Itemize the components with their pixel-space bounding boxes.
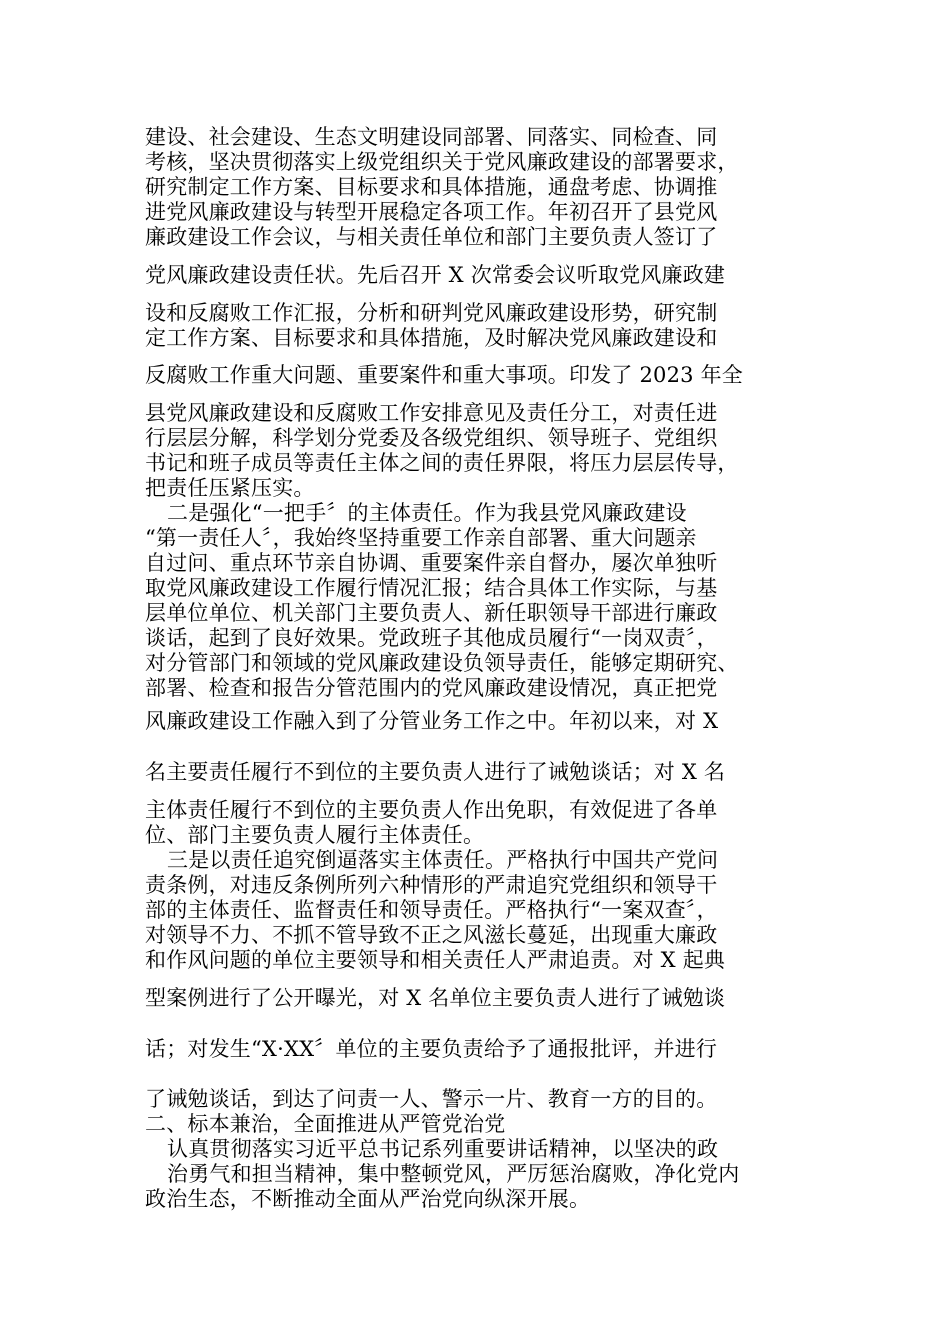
text-line: 二、标本兼治，全面推进从严管党治党 <box>145 1112 506 1136</box>
paragraph-heading: 二是强化“一把手〞的主体责任。作为我县党风廉政建设 <box>167 501 687 525</box>
text-line: 风廉政建设工作融入到了分管业务工作之中。年初以来，对 X <box>145 709 719 733</box>
text-line: 对领导不力、不抓不管导致不正之风滋长蔓延，出现重大廉政 <box>145 923 718 947</box>
text-line: 廉政建设工作会议，与相关责任单位和部门主要负责人签订了 <box>145 225 718 249</box>
text-line: “第一责任人〞，我始终坚持重要工作亲自部署、重大问题亲 <box>145 526 697 550</box>
text-line: 名主要责任履行不到位的主要负责人进行了诫勉谈话；对 X 名 <box>145 760 726 784</box>
text-line: 部署、检查和报告分管范围内的党风廉政建设情况，真正把党 <box>145 676 718 700</box>
text-line: 位、部门主要负责人履行主体责任。 <box>145 823 485 847</box>
text-line: 政治生态，不断推动全面从严治党向纵深开展。 <box>145 1187 591 1211</box>
text-line: 自过问、重点环节亲自协调、重要案件亲自督办，屡次单独听 <box>145 551 718 575</box>
text-line: 把责任压紧压实。 <box>145 476 315 500</box>
text-line: 反腐败工作重大问题、重要案件和重大事项。印发了 2023 年全 <box>145 363 743 387</box>
text-line: 建设、社会建设、生态文明建设同部署、同落实、同检查、同 <box>145 125 718 149</box>
text-line: 型案例进行了公开曝光，对 X 名单位主要负责人进行了诫勉谈 <box>145 986 726 1010</box>
text-line: 责条例，对违反条例所列六种情形的严肃追究党组织和领导干 <box>145 873 718 897</box>
text-line: 党风廉政建设责任状。先后召开 X 次常委会议听取党风廉政建 <box>145 263 726 287</box>
section-heading: 认真贯彻落实习近平总书记系列重要讲话精神，以坚决的政 <box>167 1137 719 1161</box>
paragraph-heading: 三是以责任追究倒逼落实主体责任。严格执行中国共产党问 <box>167 848 719 872</box>
text-line: 主体责任履行不到位的主要负责人作出免职，有效促进了各单 <box>145 798 718 822</box>
text-line: 研究制定工作方案、目标要求和具体措施，通盘考虑、协调推 <box>145 175 718 199</box>
text-line: 了诫勉谈话，到达了问责一人、警示一片、教育一方的目的。 <box>145 1087 718 1111</box>
text-line: 进党风廉政建设与转型开展稳定各项工作。年初召开了县党风 <box>145 200 718 224</box>
text-line: 部的主体责任、监督责任和领导责任。严格执行“一案双查〞， <box>145 898 718 922</box>
text-line: 对分管部门和领域的党风廉政建设负领导责任，能够定期研究、 <box>145 651 739 675</box>
paragraph-start: 治勇气和担当精神，集中整顿党风，严厉惩治腐败，净化党内 <box>167 1162 740 1186</box>
text-line: 定工作方案、目标要求和具体措施，及时解决党风廉政建设和 <box>145 326 718 350</box>
text-line: 话；对发生“X·XX〞单位的主要负责给予了通报批评，并进行 <box>145 1037 718 1061</box>
text-line: 和作风问题的单位主要领导和相关责任人严肃追责。对 X 起典 <box>145 948 726 972</box>
text-line: 书记和班子成员等责任主体之间的责任界限，将压力层层传导， <box>145 451 739 475</box>
text-line: 行层层分解，科学划分党委及各级党组织、领导班子、党组织 <box>145 426 718 450</box>
text-line: 设和反腐败工作汇报，分析和研判党风廉政建设形势，研究制 <box>145 301 718 325</box>
text-line: 层单位单位、机关部门主要负责人、新任职领导干部进行廉政 <box>145 601 718 625</box>
text-line: 县党风廉政建设和反腐败工作安排意见及责任分工，对责任进 <box>145 401 718 425</box>
text-line: 谈话，起到了良好效果。党政班子其他成员履行“一岗双责〞， <box>145 626 718 650</box>
text-line: 取党风廉政建设工作履行情况汇报；结合具体工作实际，与基 <box>145 576 718 600</box>
text-line: 考核，坚决贯彻落实上级党组织关于党风廉政建设的部署要求， <box>145 150 739 174</box>
